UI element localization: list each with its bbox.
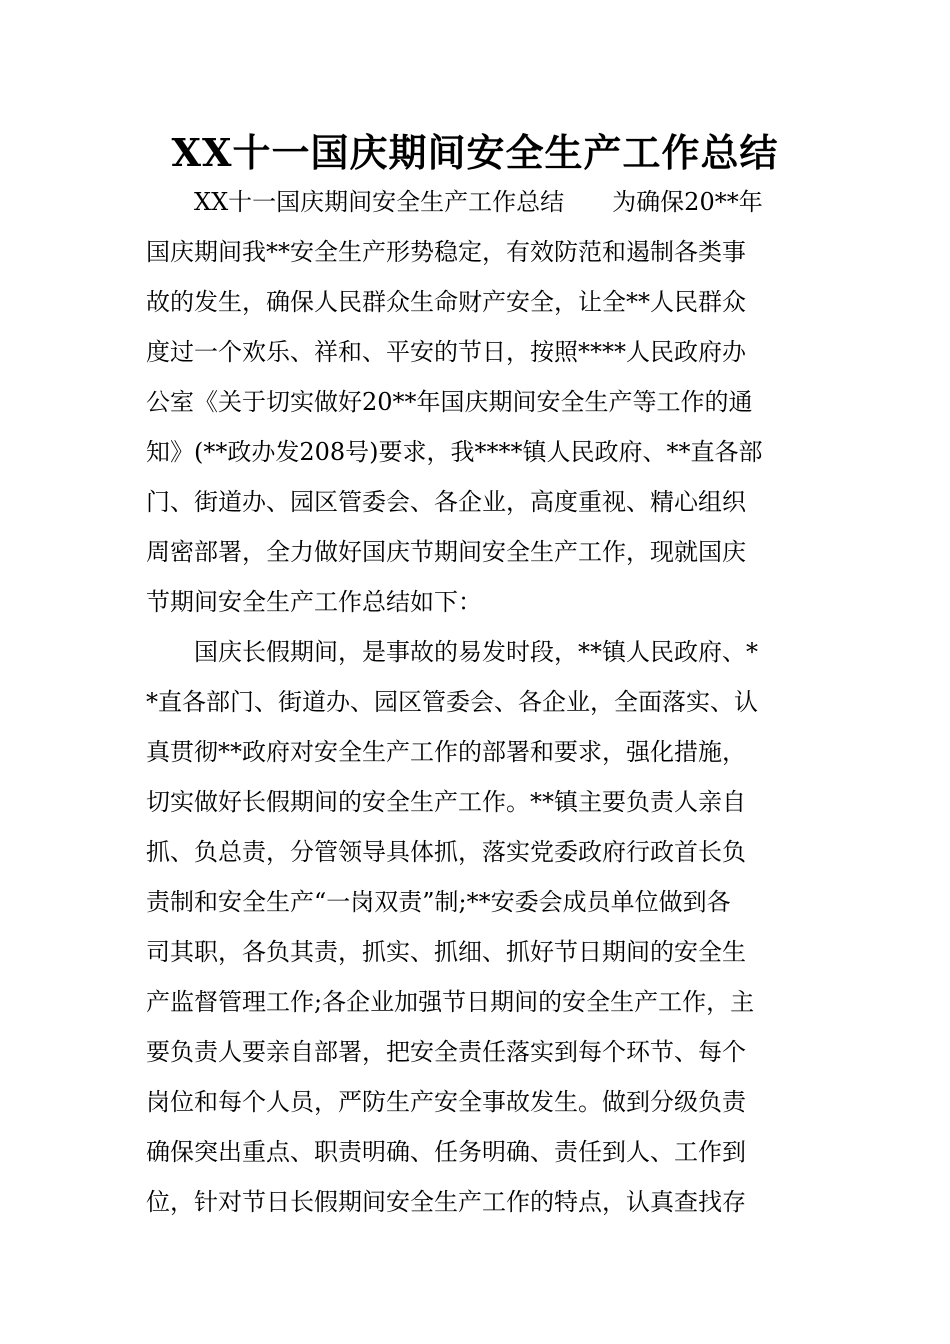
text-line: 岗位和每个人员，严防生产安全事故发生。做到分级负责 xyxy=(146,1088,746,1116)
text-line: *直各部门、街道办、园区管委会、各企业，全面落实、认 xyxy=(146,688,758,716)
text-line: 真贯彻**政府对安全生产工作的部署和要求，强化措施， xyxy=(146,738,746,766)
text-line: 抓、负总责，分管领导具体抓，落实党委政府行政首长负 xyxy=(146,838,746,866)
text-line: 要负责人要亲自部署，把安全责任落实到每个环节、每个 xyxy=(146,1038,746,1066)
paragraph-1 xyxy=(146,177,816,627)
text-line: 产监督管理工作;各企业加强节日期间的安全生产工作，主 xyxy=(146,988,755,1016)
text-line: 位，针对节日长假期间安全生产工作的特点，认真查找存 xyxy=(146,1188,746,1216)
text-line: 国庆长假期间，是事故的易发时段，**镇人民政府、* xyxy=(194,638,758,666)
text-line: 司其职，各负其责，抓实、抓细、抓好节日期间的安全生 xyxy=(146,938,746,966)
document-title: XX十一国庆期间安全生产工作总结 xyxy=(171,130,779,175)
paragraph-2 xyxy=(146,627,816,1227)
text-line: XX十一国庆期间安全生产工作总结 为确保20**年 xyxy=(194,188,763,216)
text-line: 公室《关于切实做好20**年国庆期间安全生产等工作的通 xyxy=(146,388,753,416)
text-line: 故的发生，确保人民群众生命财产安全，让全**人民群众 xyxy=(146,288,746,316)
text-line: 周密部署，全力做好国庆节期间安全生产工作，现就国庆 xyxy=(146,538,746,566)
text-line: 门、街道办、园区管委会、各企业，高度重视、精心组织 xyxy=(146,488,746,516)
text-line: 节期间安全生产工作总结如下： xyxy=(146,588,482,616)
text-line: 责制和安全生产“一岗双责”制;**安委会成员单位做到各 xyxy=(146,888,731,916)
text-line: 切实做好长假期间的安全生产工作。**镇主要负责人亲自 xyxy=(146,788,746,816)
document-body xyxy=(146,177,816,1227)
text-line: 确保突出重点、职责明确、任务明确、责任到人、工作到 xyxy=(146,1138,746,1166)
text-line: 国庆期间我**安全生产形势稳定，有效防范和遏制各类事 xyxy=(146,238,746,266)
text-line: 知》(**政办发208号)要求，我****镇人民政府、**直各部 xyxy=(146,438,763,466)
text-line: 度过一个欢乐、祥和、平安的节日，按照****人民政府办 xyxy=(146,338,746,366)
